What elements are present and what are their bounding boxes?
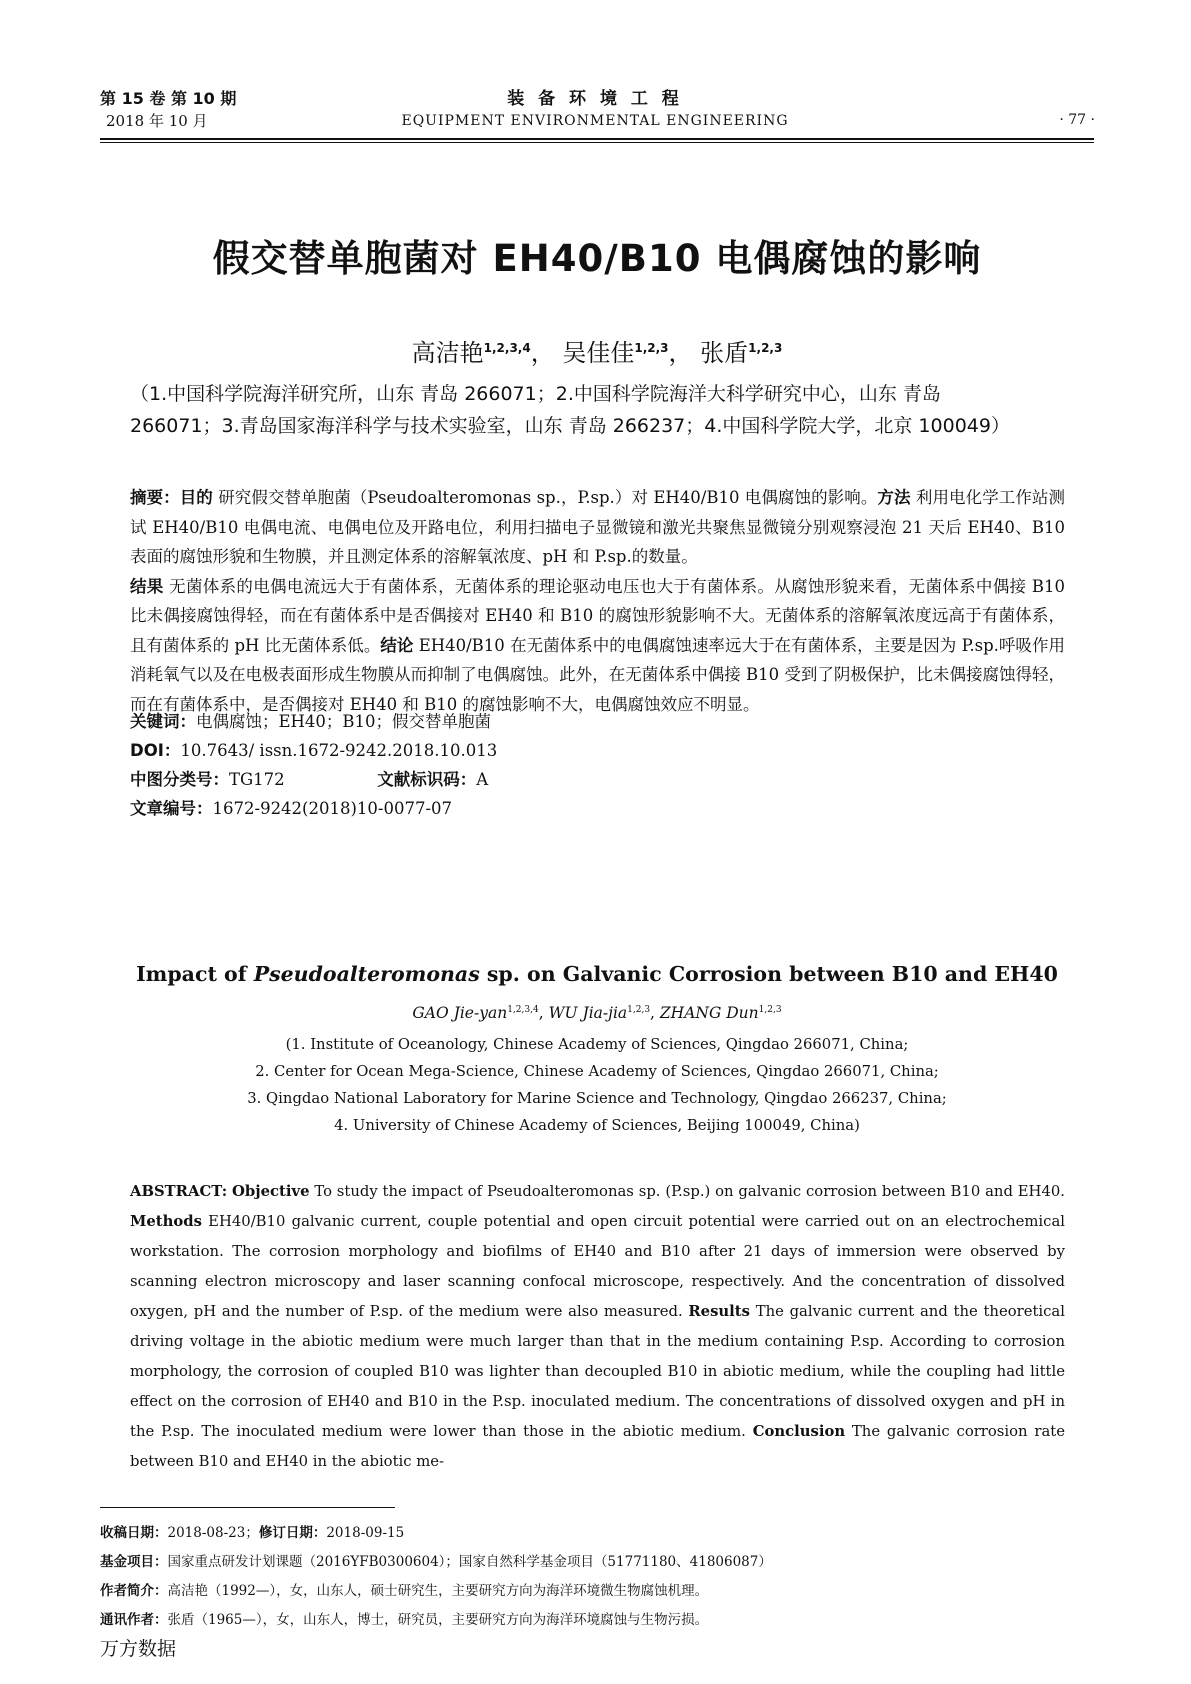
journal-masthead <box>300 88 890 132</box>
footnotes <box>100 1519 1094 1635</box>
volume-issue: 第 15 卷 第 10 期 <box>100 89 237 108</box>
author-sep: ， <box>530 339 555 367</box>
article-number-line <box>130 794 1065 823</box>
bio-label: 作者简介： <box>100 1583 168 1599</box>
author-name-en: ZHANG Dun <box>659 1004 759 1022</box>
results-text: 无菌体系的电偶电流远大于有菌体系，无菌体系的理论驱动电压也大于有菌体系。从腐蚀形貌来看，无菌体系中偶接 B10 比未偶接腐蚀得轻，而在有菌体系中是否偶接对 EH40 和 B10 的腐蚀形貌影响不大。无菌体系的溶解氧浓度远高于有菌体系，且有菌体系的 pH 比无菌体系低。 <box>130 576 1065 655</box>
header-rule <box>100 138 1094 140</box>
author-affil-sup: 1,2,3 <box>634 341 669 355</box>
conclusion-en-text: The galvanic corrosion rate between B10 and EH40 in the abiotic me- <box>130 1423 1065 1470</box>
received-date: 2018-08-23； <box>167 1525 259 1541</box>
affiliation-en-line: (1. Institute of Oceanology, Chinese Academy of Sciences, Qingdao 266071, China; <box>285 1036 909 1053</box>
author-sep: ， <box>668 339 693 367</box>
author-affil-sup: 1,2,3 <box>758 1004 782 1015</box>
results-en-text: The galvanic current and the theoretical driving voltage in the abiotic medium were much larger than that in the medium containing P.sp. According to corrosion morphology, the corrosion of coupled B10 was lighter than decoupled B10 in abiotic medium, while the coupling had little effect on the corrosion of EH40 and B10 in the P.sp. inoculated medium. The concentrations of dissolved oxygen and pH in the P.sp. The inoculated medium were lower than those in the abiotic medium. <box>130 1303 1065 1440</box>
title-en-pre: Impact of <box>136 962 254 986</box>
author-affil-sup: 1,2,3,4 <box>507 1004 539 1015</box>
conclusion-label: 结论 <box>380 635 414 655</box>
clc-label: 中图分类号： <box>130 770 229 789</box>
methods-label: 方法 <box>877 488 911 507</box>
author-name-en: WU Jia-jia <box>548 1004 628 1022</box>
affiliation-en-line: 3. Qingdao National Laboratory for Marine Science and Technology, Qingdao 266237, China; <box>247 1090 947 1107</box>
corresponding-text: 张盾（1965—），女，山东人，博士，研究员，主要研究方向为海洋环境腐蚀与生物污损。 <box>167 1612 709 1628</box>
conclusion-en-label: Conclusion <box>752 1423 846 1440</box>
paper-title-en <box>100 962 1094 986</box>
page-number: · 77 · <box>1059 112 1095 128</box>
doc-code: A <box>476 770 489 789</box>
methods-text: 利用电化学工作站测试 EH40/B10 电偶电流、电偶电位及开路电位，利用扫描电子显微镜和激光共聚焦显微镜分别观察浸泡 21 天后 EH40、B10 表面的腐蚀形貌和生物膜，并且测定体系的溶解氧浓度、pH 和 P.sp.的数量。 <box>130 488 1066 566</box>
methods-en-text: EH40/B10 galvanic current, couple potential and open circuit potential were carried out on an electrochemical workstation. The corrosion morphology and biofilms of EH40 and B10 after 21 days of immersion were observed by scanning electron microscopy and laser scanning confocal microscope, respectively. And the concentration of dissolved oxygen, pH and the number of P.sp. of the medium were also measured. <box>130 1213 1065 1320</box>
journal-name-en: EQUIPMENT ENVIRONMENTAL ENGINEERING <box>401 113 789 129</box>
author-affil-sup: 1,2,3 <box>627 1004 651 1015</box>
conclusion-text: EH40/B10 在无菌体系中的电偶腐蚀速率远大于在有菌体系，主要是因为 P.sp.呼吸作用消耗氧气以及在电极表面形成生物膜从而抑制了电偶腐蚀。此外，在无菌体系中偶接 B10 受到了阴极保护，比未偶接腐蚀得轻，而在有菌体系中，是否偶接对 EH40 和 B10 的腐蚀影响不大，电偶腐蚀效应不明显。 <box>130 635 1065 714</box>
received-label: 收稿日期： <box>100 1525 168 1541</box>
author-name: 吴佳佳 <box>562 339 635 367</box>
abstract-label: 摘要： <box>130 488 180 507</box>
author-name-en: GAO Jie-yan <box>412 1004 508 1022</box>
title-en-post: sp. on Galvanic Corrosion between B10 and EH40 <box>479 962 1058 986</box>
clc-code: TG172 <box>229 770 285 789</box>
author-name: 高洁艳 <box>411 339 484 367</box>
header-issue <box>100 88 236 132</box>
revised-label: 修订日期： <box>258 1525 327 1541</box>
doi-line <box>130 736 1065 765</box>
abstract-en <box>130 1177 1065 1477</box>
article-no-label: 文章编号： <box>130 799 213 818</box>
footnote-dates <box>100 1519 1094 1548</box>
results-en-label: Results <box>688 1303 750 1320</box>
classification-line <box>130 765 1065 794</box>
title-en-species: Pseudoalteromonas <box>253 962 480 986</box>
doi: 10.7643/ issn.1672-9242.2018.10.013 <box>180 741 498 760</box>
footnote-author-bio <box>100 1577 1094 1606</box>
corresponding-label: 通讯作者： <box>100 1612 168 1628</box>
author-list-en <box>100 1004 1094 1022</box>
keywords-line <box>130 707 1065 736</box>
author-sep: , <box>538 1004 549 1022</box>
keywords-label: 关键词： <box>130 712 196 731</box>
fund-text: 国家重点研发计划课题（2016YFB0300604）；国家自然科学基金项目（51771180、41806087） <box>167 1554 772 1570</box>
footnote-fund <box>100 1548 1094 1577</box>
journal-name-cn: 装 备 环 境 工 程 <box>507 89 683 109</box>
methods-en-label: Methods <box>130 1213 202 1230</box>
keywords: 电偶腐蚀；EH40；B10；假交替单胞菌 <box>196 712 492 731</box>
author-sep: , <box>650 1004 660 1022</box>
footnote-rule <box>100 1507 395 1508</box>
bio-text: 高洁艳（1992—），女，山东人，硕士研究生，主要研究方向为海洋环境微生物腐蚀机理。 <box>167 1583 709 1599</box>
abstract-en-label: ABSTRACT: <box>130 1183 228 1200</box>
objective-label: 目的 <box>179 488 213 507</box>
results-label: 结果 <box>130 576 164 596</box>
affiliation-line: （1.中国科学院海洋研究所，山东 青岛 266071；2.中国科学院海洋大科学研究中心，山东 青岛 <box>130 383 941 405</box>
paper-title: 假交替单胞菌对 EH40/B10 电偶腐蚀的影响 <box>212 237 982 280</box>
article-no: 1672-9242(2018)10-0077-07 <box>212 799 453 818</box>
header-rule-thin <box>100 142 1094 143</box>
doc-code-label: 文献标识码： <box>377 770 477 789</box>
author-list <box>100 333 1094 368</box>
wanfang-watermark: 万方数据 <box>100 1638 177 1660</box>
abstract-cn <box>130 483 1065 719</box>
author-name: 张盾 <box>700 339 749 367</box>
objective-text: 研究假交替单胞菌（Pseudoalteromonas sp.，P.sp.）对 EH40/B10 电偶腐蚀的影响。 <box>212 488 878 507</box>
affiliations-cn <box>130 378 1065 442</box>
affiliation-line: 266071；3.青岛国家海洋科学与技术实验室，山东 青岛 266237；4.中国科学院大学，北京 100049） <box>130 415 1010 437</box>
doi-label: DOI： <box>130 741 181 760</box>
objective-en-label: Objective <box>232 1183 310 1200</box>
author-affil-sup: 1,2,3 <box>748 341 783 355</box>
author-affil-sup: 1,2,3,4 <box>483 341 531 355</box>
affiliation-en-line: 2. Center for Ocean Mega-Science, Chinese Academy of Sciences, Qingdao 266071, China; <box>255 1063 939 1080</box>
revised-date: 2018-09-15 <box>326 1525 405 1541</box>
objective-en-text: To study the impact of Pseudoalteromonas sp. (P.sp.) on galvanic corrosion between B10 and EH40. <box>309 1183 1065 1200</box>
fund-label: 基金项目： <box>100 1554 168 1570</box>
affiliation-en-line: 4. University of Chinese Academy of Sciences, Beijing 100049, China) <box>334 1117 860 1134</box>
footnote-corresponding <box>100 1606 1094 1635</box>
issue-date: 2018 年 10 月 <box>106 112 208 130</box>
